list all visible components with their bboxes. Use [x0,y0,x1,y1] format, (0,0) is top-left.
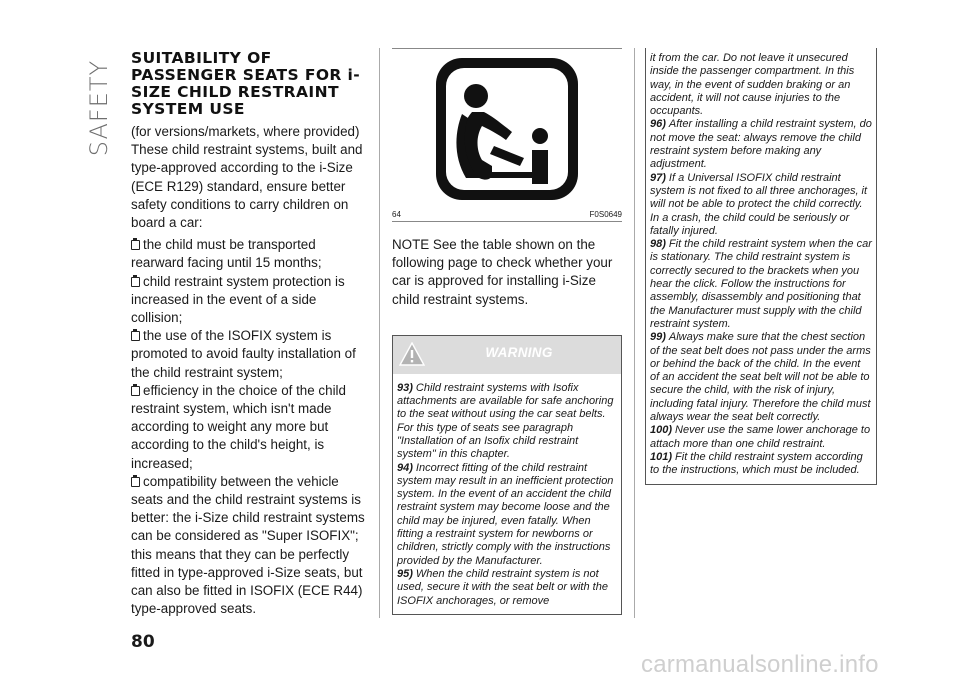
intro-paragraph: (for versions/markets, where provided) These child restraint systems, built and type-approved according to the i-Size (ECE R129) standard, ensure better safety conditions to carry children on board a car: [131,124,363,231]
warning-item: 101) Fit the child restraint system according to the instructions, which must be included. [650,450,863,477]
figure-column [392,48,622,615]
figure-number: 64 [392,210,401,219]
list-item: the use of the ISOFIX system is promoted to avoid faulty installation of the child restraint system; [131,328,356,380]
warning-item: 97) If a Universal ISOFIX child restraint system is not fixed to all three anchorages, it will not be able to protect the child correctly. In a crash, the child could be seriously or fatally injured. [650,171,868,237]
book-icon [131,386,140,395]
warning-continued-text: it from the car. Do not leave it unsecured inside the passenger compartment. In this way, in the event of sudden braking or an accident, it will not cause injuries to the occupants. [650,52,855,118]
column-separator [634,48,635,618]
warning-items [393,374,621,614]
book-icon [131,331,140,340]
figure [392,49,622,209]
main-column [131,50,366,618]
book-icon [131,240,140,249]
note-paragraph: NOTE See the table shown on the following page to check whether your car is approved for installing i-Size child restraint systems. [392,237,613,307]
column-separator [379,48,380,618]
figure-caption [392,209,622,222]
warning-item: 100) Never use the same lower anchorage to attach more than one child restraint. [650,424,871,450]
warning-item: 94) Incorrect fitting of the child restraint system may result in an inefficient protection system. In the event of an accident the child restraint system may become loose and the child may be injured, even fatally. When fitting a restraint system for newborns or children, strictly comply with the instructions provided by the Manufacturer. [397,461,614,567]
warning-continued-box [645,48,877,485]
i-size-child-seat-icon [432,54,582,204]
list-item: child restraint system protection is increased in the event of a side collision; [131,273,345,326]
section-heading: SUITABILITY OF PASSENGER SEATS FOR i-SIZE CHILD RESTRAINT SYSTEM USE [131,49,361,118]
warning-triangle-icon [399,342,425,366]
warning-item: 98) Fit the child restraint system when the car is stationary. The child restraint system is correctly secured to the brackets when you hear the click. Follow the instructions for assembly, disassembly and positioning that the Manufacturer must supply with the child restraint system. [650,238,872,330]
list-item: the child must be transported rearward facing until 15 months; [131,237,322,271]
book-icon [131,477,140,486]
warning-box [392,335,622,615]
warning-item: 95) When the child restraint system is not used, secure it with the seat belt or with the ISOFIX anchorages, or remove [397,567,608,607]
warning-item: 93) Child restraint systems with Isofix attachments are available for safe anchoring to the seat without using the car seat belts. For this type of seats see paragraph "Installation of an Isofix child restraint system" in this chapter. [397,381,614,461]
footer-watermark: carmanualsonline.info [641,651,879,678]
warning-item: 99) Always make sure that the chest section of the seat belt does not pass under the arms or behind the back of the child. In the event of an accident the seat belt will not be able to secure the child, with the risk of injury, including fatal injury. Therefore the child must always wear the seat belt correctly. [650,331,871,424]
section-tab [84,48,114,168]
list-item: efficiency in the choice of the child restraint system, which isn't made according to weight any more but according to the child's height, is increased; [131,382,346,471]
book-icon [131,277,140,286]
bullet-list [131,236,366,618]
warning-header [393,336,621,374]
list-item: compatibility between the vehicle seats and the child restraint systems is better: the i-Size child restraint systems can be considered as "Super ISOFIX"; this means that they can be perfectly fitted in type-approved i-Size seats, but can also be fitted in ISOFIX (ECE R44) type-approved seats. [131,473,365,617]
figure-code: F0S0649 [589,210,622,219]
warning-title: WARNING [485,345,553,361]
page-number: 80 [131,632,155,652]
section-tab-label: SAFETY [85,59,113,157]
warning-item: 96) After installing a child restraint system, do not move the seat: always remove the child restraint system before making any adjustment. [650,118,872,171]
